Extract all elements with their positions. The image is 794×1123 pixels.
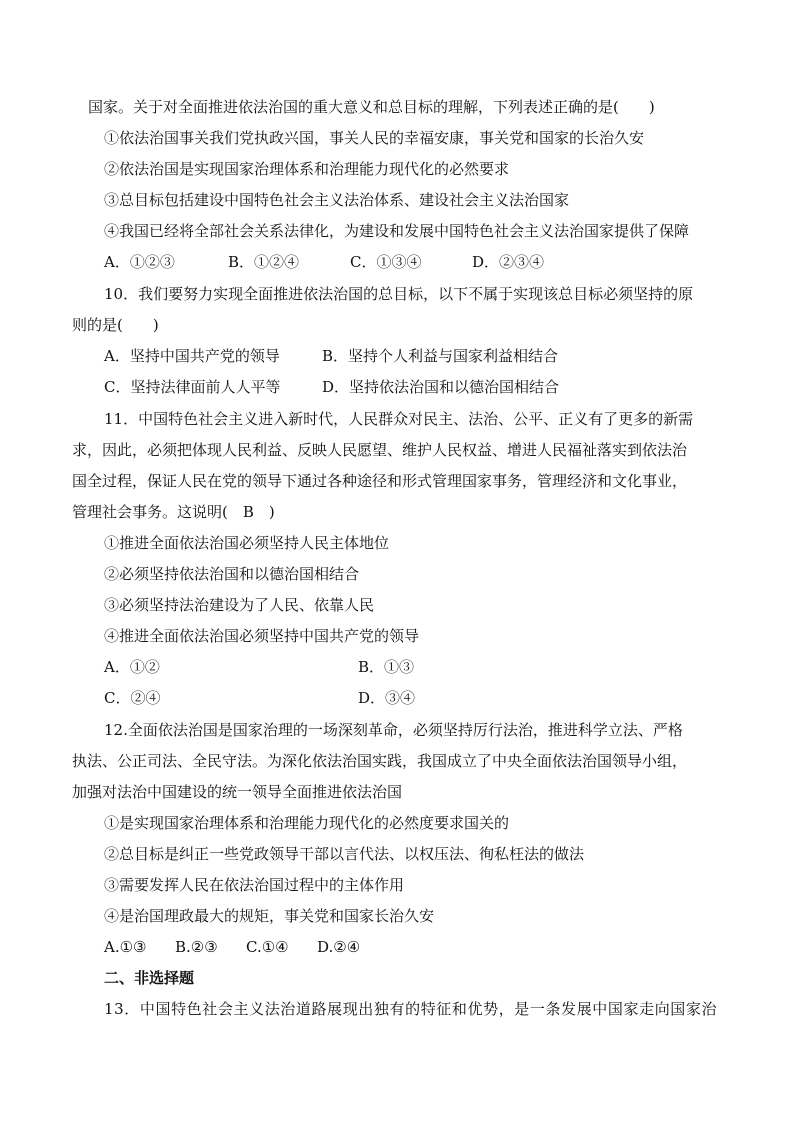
q12-statement-3: ③需要发挥人民在依法治国过程中的主体作用 bbox=[104, 876, 405, 894]
q9-option-d: D．②③④ bbox=[472, 253, 545, 271]
q12-option-b: B.②③ bbox=[175, 938, 218, 956]
q9-stem: 国家。关于对全面推进依法治国的重大意义和总目标的理解，下列表述正确的是( ) bbox=[88, 98, 655, 116]
q10-option-b: B．坚持个人利益与国家利益相结合 bbox=[322, 347, 559, 365]
q9-statement-2: ②依法治国是实现国家治理体系和治理能力现代化的必然要求 bbox=[104, 160, 510, 178]
q9-statement-4: ④我国已经将全部社会关系法律化，为建设和发展中国特色社会主义法治国家提供了保障 bbox=[104, 222, 690, 240]
q11-stem-line-3: 国全过程，保证人民在党的领导下通过各种途径和形式管理国家事务，管理经济和文化事业， bbox=[72, 472, 688, 490]
q11-stem-line-4: 管理社会事务。这说明( B ) bbox=[72, 503, 275, 521]
q12-statement-4: ④是治国理政最大的规矩，事关党和国家长治久安 bbox=[104, 907, 435, 925]
q9-statement-1: ①依法治国事关我们党执政兴国，事关人民的幸福安康，事关党和国家的长治久安 bbox=[104, 129, 645, 147]
q11-option-a: A．①② bbox=[104, 658, 160, 676]
q9-statement-3: ③总目标包括建设中国特色社会主义法治体系、建设社会主义法治国家 bbox=[104, 191, 570, 209]
q10-option-d: D．坚持依法治国和以德治国相结合 bbox=[322, 378, 560, 396]
q11-stem-line-1: 11．中国特色社会主义进入新时代，人民群众对民主、法治、公平、正义有了更多的新需 bbox=[104, 410, 694, 428]
q11-statement-2: ②必须坚持依法治国和以德治国相结合 bbox=[104, 565, 360, 583]
q13-stem-line-1: 13．中国特色社会主义法治道路展现出独有的特征和优势，是一条发展中国家走向国家治 bbox=[104, 1000, 718, 1018]
q12-stem-line-2: 执法、公正司法、全民守法。为深化依法治国实践，我国成立了中央全面依法治国领导小组， bbox=[72, 752, 688, 770]
q10-option-a: A．坚持中国共产党的领导 bbox=[104, 347, 280, 365]
q10-option-c: C．坚持法律面前人人平等 bbox=[104, 378, 281, 396]
q9-option-c: C．①③④ bbox=[350, 253, 422, 271]
q12-option-c: C.①④ bbox=[246, 938, 289, 956]
section-heading-non-choice: 二、非选择题 bbox=[104, 969, 195, 987]
q11-statement-3: ③必须坚持法治建设为了人民、依靠人民 bbox=[104, 596, 375, 614]
q12-statement-2: ②总目标是纠正一些党政领导干部以言代法、以权压法、徇私枉法的做法 bbox=[104, 845, 585, 863]
q12-stem-line-3: 加强对法治中国建设的统一领导全面推进依法治国 bbox=[72, 783, 403, 801]
q10-stem-line-2: 则的是( ) bbox=[72, 316, 159, 334]
q12-option-a: A.①③ bbox=[104, 938, 147, 956]
q11-stem-line-2: 求，因此，必须把体现人民利益、反映人民愿望、维护人民权益、增进人民福祉落实到依法治 bbox=[72, 441, 688, 459]
q11-statement-4: ④推进全面依法治国必须坚持中国共产党的领导 bbox=[104, 627, 420, 645]
q10-stem-line-1: 10．我们要努力实现全面推进依法治国的总目标，以下不属于实现该总目标必须坚持的原 bbox=[104, 285, 694, 303]
q9-option-b: B．①②④ bbox=[228, 253, 300, 271]
q12-option-d: D.②④ bbox=[317, 938, 361, 956]
q11-option-c: C．②④ bbox=[104, 689, 161, 707]
q9-option-a: A．①②③ bbox=[104, 253, 175, 271]
q11-statement-1: ①推进全面依法治国必须坚持人民主体地位 bbox=[104, 534, 390, 552]
q11-option-d: D．③④ bbox=[358, 689, 416, 707]
q12-stem-line-1: 12.全面依法治国是国家治理的一场深刻革命，必须坚持厉行法治，推进科学立法、严格 bbox=[104, 721, 683, 739]
q12-statement-1: ①是实现国家治理体系和治理能力现代化的必然度要求国关的 bbox=[104, 814, 510, 832]
q11-option-b: B．①③ bbox=[358, 658, 415, 676]
